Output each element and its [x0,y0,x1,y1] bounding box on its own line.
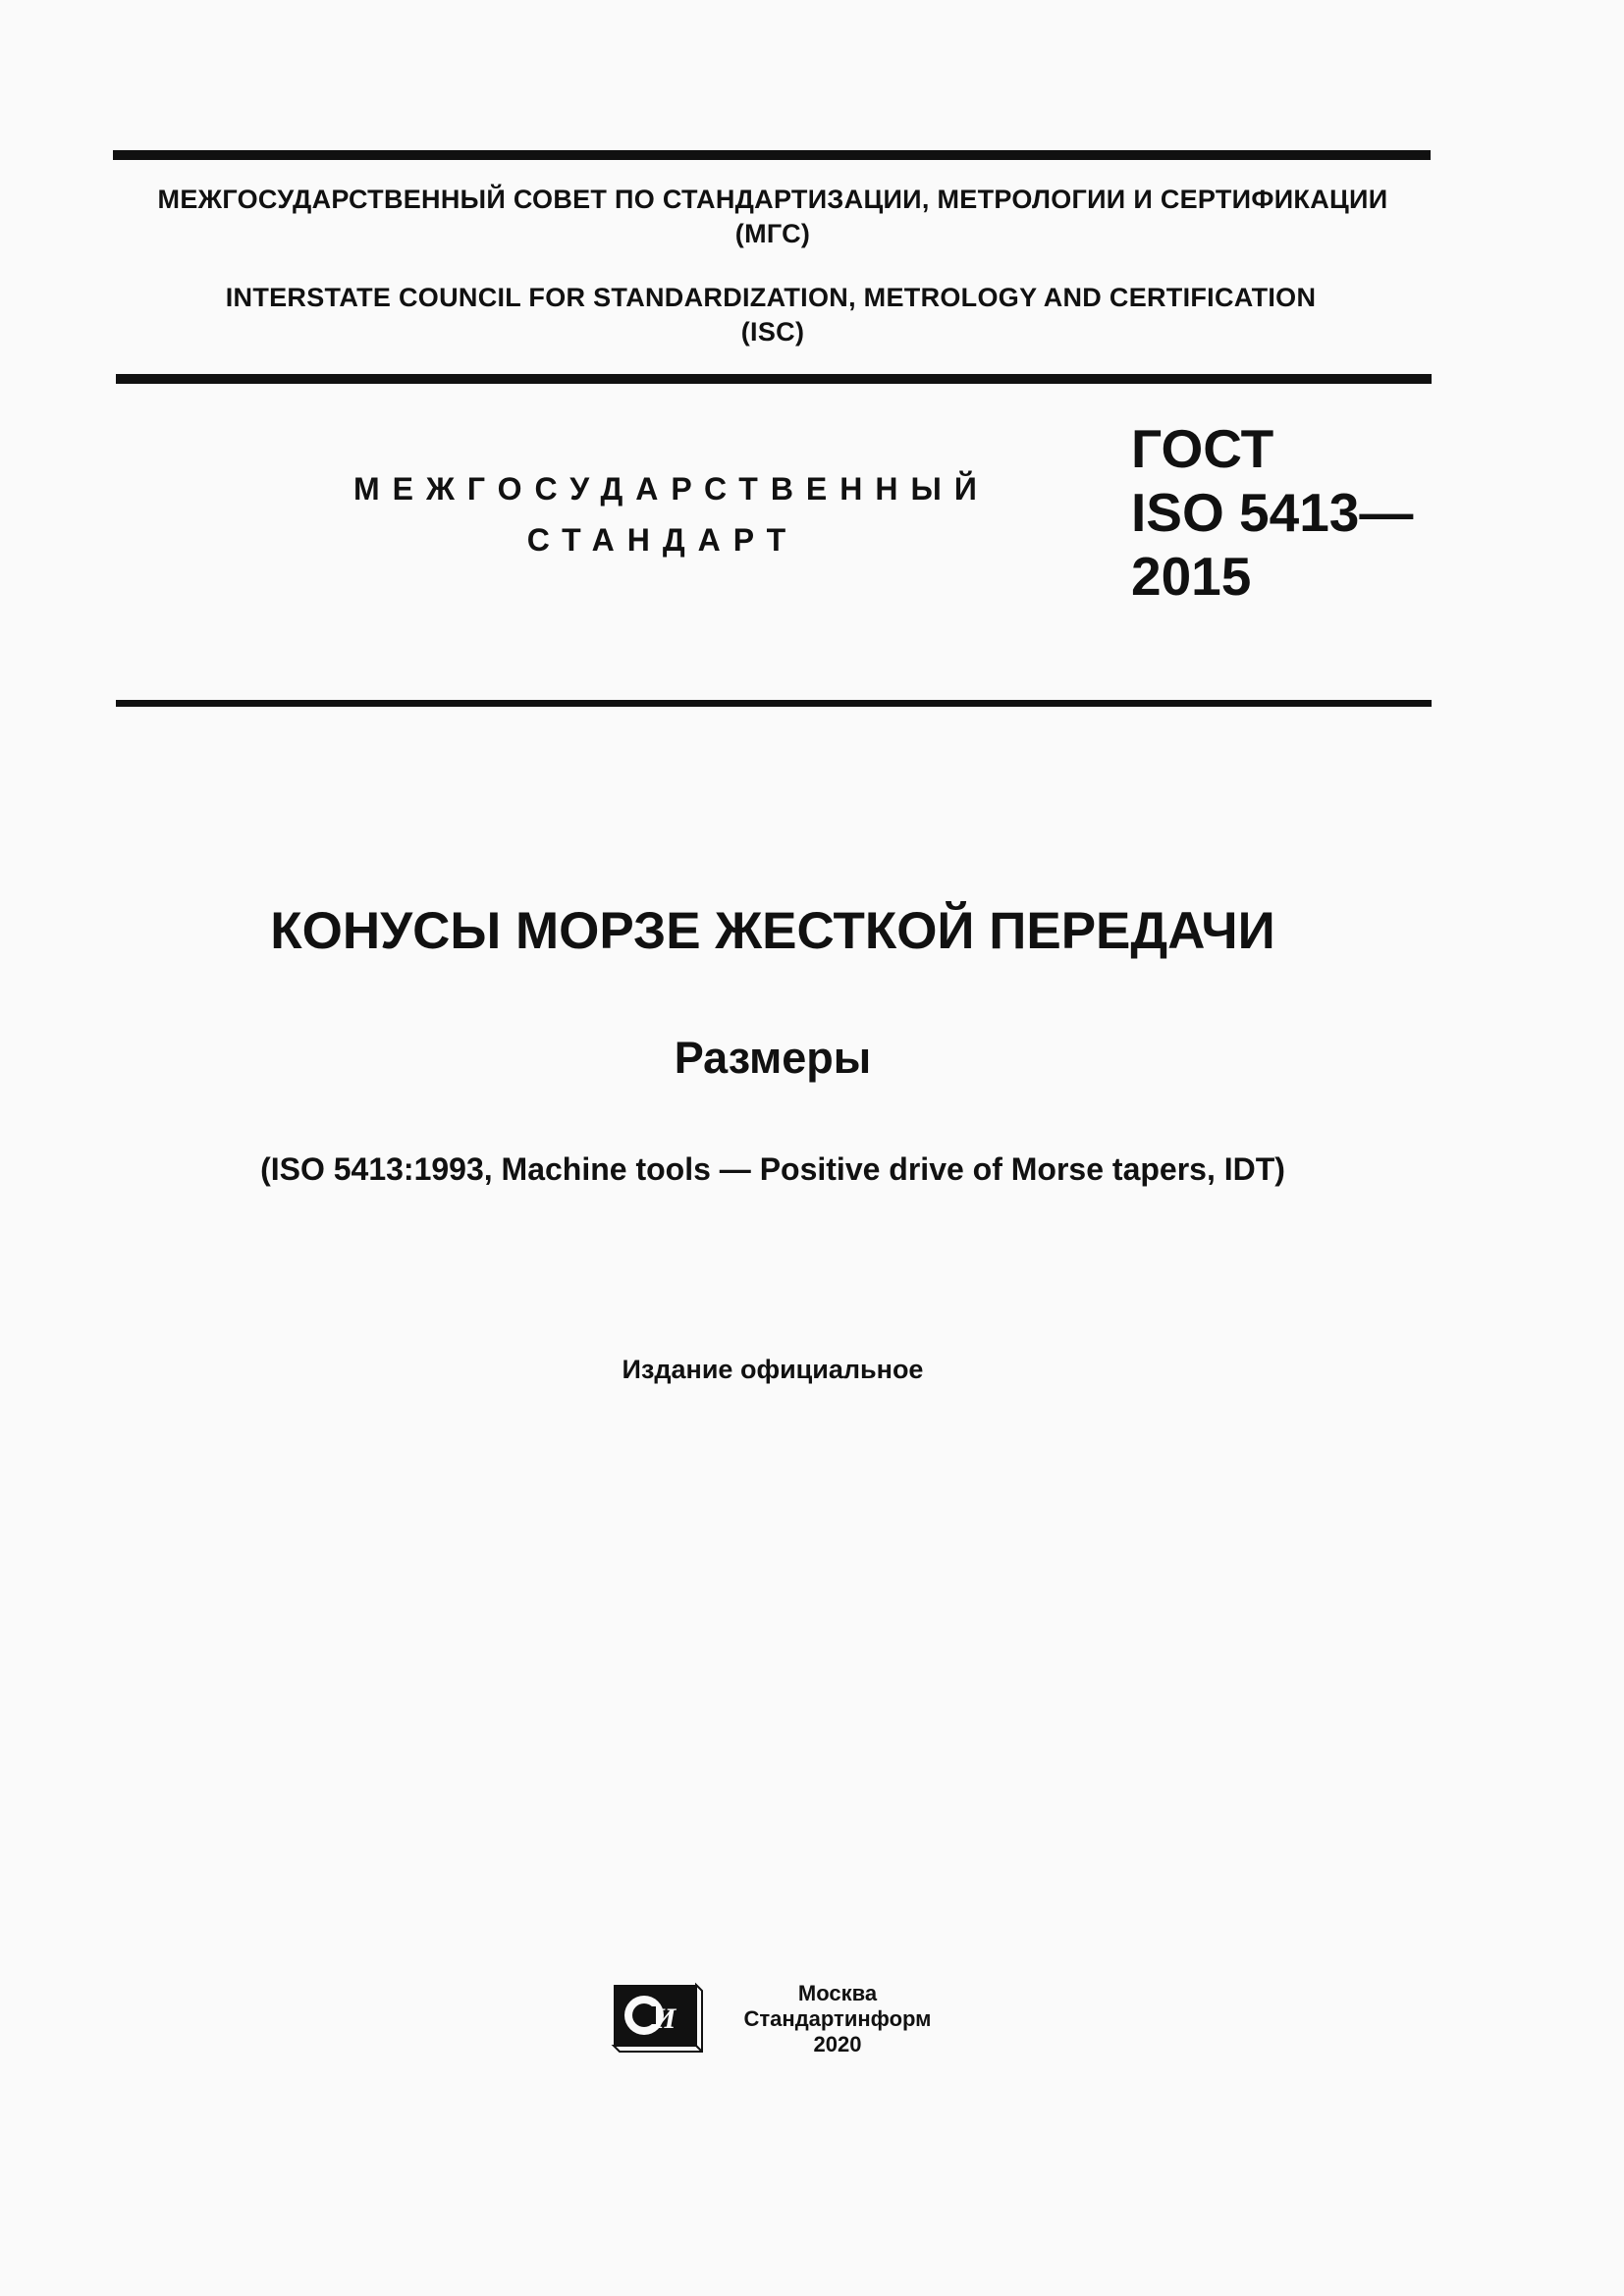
council-ru: МЕЖГОСУДАРСТВЕННЫЙ СОВЕТ ПО СТАНДАРТИЗАЦИИ, МЕТРОЛОГИИ И СЕРТИФИКАЦИИ [157,185,1388,214]
svg-text:И: И [653,2002,677,2035]
top-rule [113,150,1431,160]
gost-number-line2: ISO 5413— [1131,482,1414,543]
standard-type-line1: МЕЖГОСУДАРСТВЕННЫЙ [353,471,990,507]
council-en-abbr: (ISC) [740,317,805,347]
standard-type-line2: СТАНДАРТ [526,522,799,558]
publisher-city: Москва [797,1981,878,2005]
edition-note: Издание официальное [622,1355,924,1384]
council-ru-abbr: (МГС) [734,219,811,248]
gost-number-line1: ГОСТ [1131,418,1274,479]
publisher-logo-icon [611,1981,705,2054]
publisher-logo [611,1981,705,2054]
publisher-name: Стандартинформ [743,2006,932,2031]
document-subtitle: Размеры [674,1033,872,1083]
standard-rule [116,700,1432,707]
iso-reference: (ISO 5413:1993, Machine tools — Positive drive of Morse tapers, IDT) [260,1151,1285,1187]
document-title: КОНУСЫ МОРЗЕ ЖЕСТКОЙ ПЕРЕДАЧИ [270,902,1275,960]
gost-number-line3: 2015 [1131,546,1252,607]
header-rule [116,374,1432,384]
council-en: INTERSTATE COUNCIL FOR STANDARDIZATION, METROLOGY AND CERTIFICATION [225,283,1317,312]
publisher-year: 2020 [813,2032,862,2056]
